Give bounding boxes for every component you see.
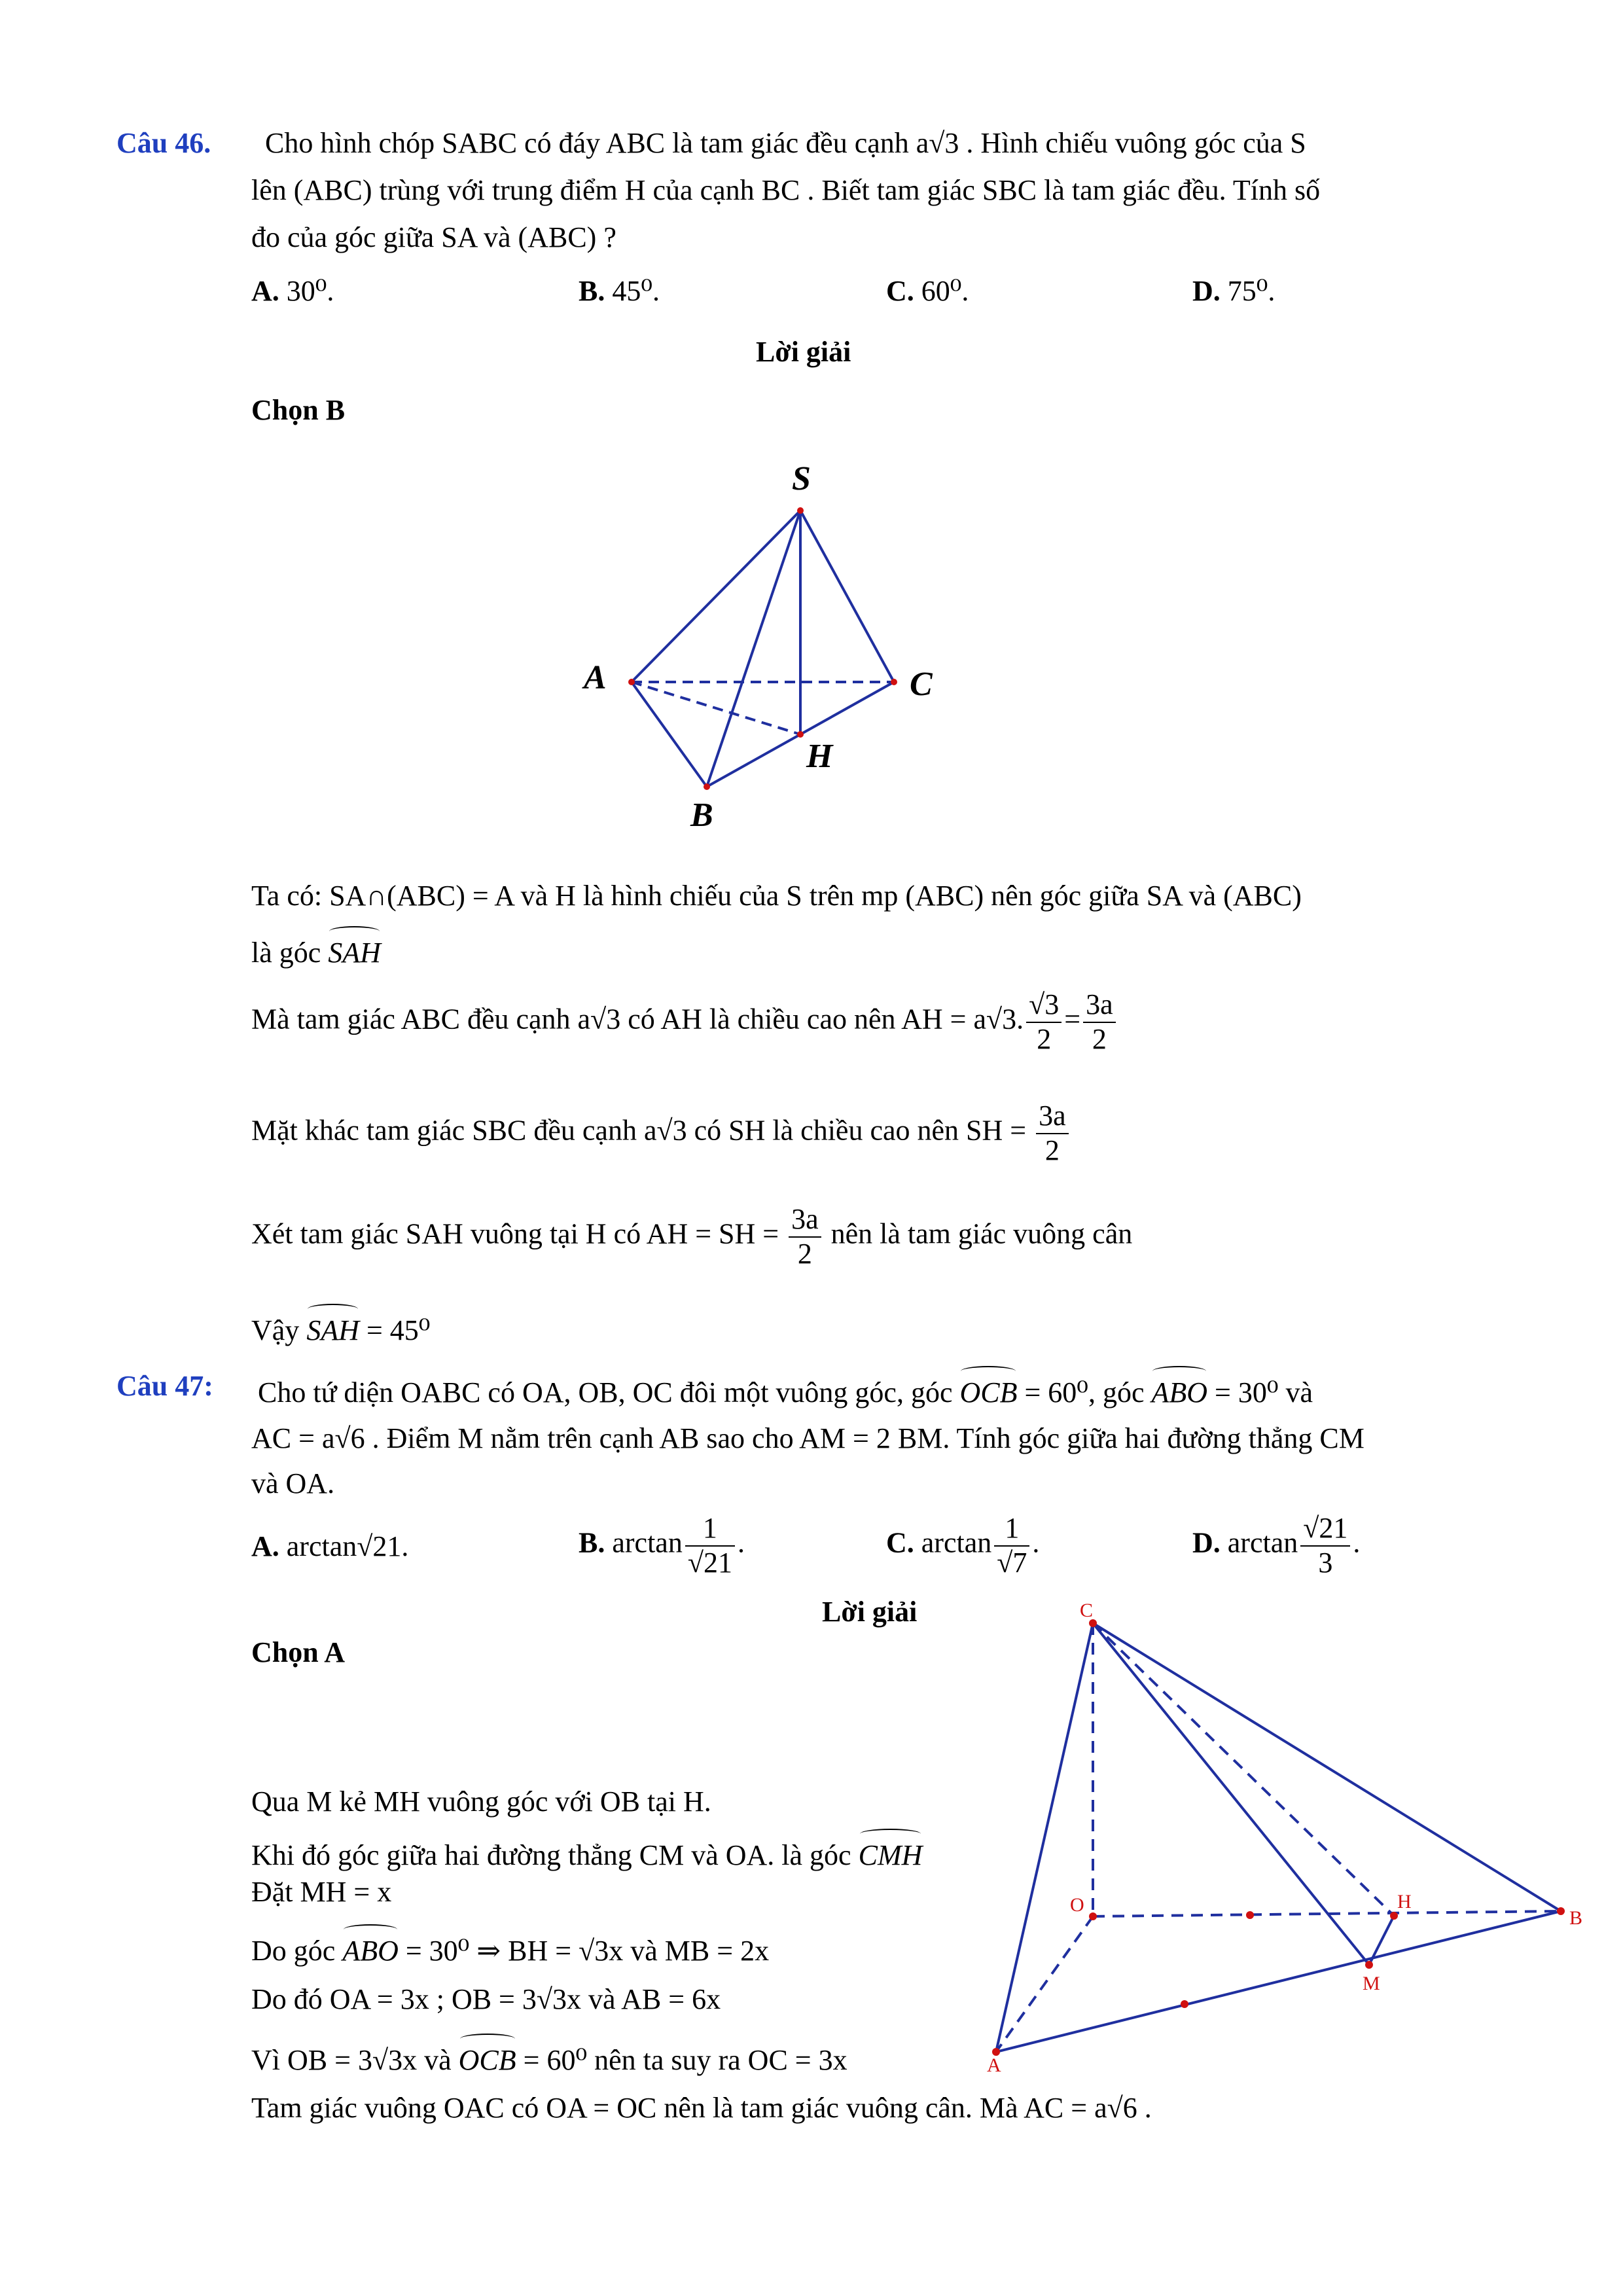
point-h [1390, 1912, 1398, 1920]
q47-solution-line-7: Tam giác vuông OAC có OA = OC nên là tam giác vuông cân. Mà AC = a√6 . [251, 2092, 1152, 2124]
point-b [1557, 1907, 1565, 1915]
edge-ab [632, 682, 707, 787]
text: là góc [251, 937, 321, 969]
option-value: arctan√21. [286, 1530, 409, 1562]
option-value: arctan [1227, 1526, 1298, 1559]
q46-solution-line-1: Ta có: SA∩(ABC) = A và H là hình chiếu của S trên mp (ABC) nên góc giữa SA và (ABC) [251, 880, 1302, 912]
q46-option-d [1192, 270, 1275, 313]
q46-solution-title: Lời giải [756, 336, 851, 368]
period: . [737, 1526, 745, 1559]
q46-solution-line-2 [251, 925, 381, 975]
text: = 45⁰ [366, 1314, 431, 1346]
label-b: B [690, 797, 713, 834]
point-s [797, 507, 804, 514]
label-h: H [1397, 1891, 1412, 1912]
question-46-line-1: Cho hình chóp SABC có đáy ABC là tam giác đều cạnh a√3 . Hình chiếu vuông góc của S [265, 127, 1306, 159]
point-b [704, 783, 710, 790]
question-46-line-3: đo của góc giữa SA và (ABC) ? [251, 221, 616, 253]
q46-solution-line-3 [251, 988, 1118, 1056]
fraction: $\frac{√21}{3}$ [1300, 1512, 1350, 1579]
edge-sa [632, 511, 800, 682]
segment-mh [1369, 1916, 1394, 1965]
label-o: O [1070, 1894, 1084, 1916]
label-m: M [1363, 1973, 1380, 1994]
text: Cho tứ diện OABC có OA, OB, OC đôi một vuông góc, góc [258, 1376, 953, 1408]
equals: = [1064, 1003, 1081, 1035]
label-a: A [987, 2054, 1001, 2076]
text: Xét tam giác SAH vuông tại H có AH = SH = [251, 1217, 779, 1250]
angle-sah: SAH [328, 925, 381, 975]
point-o [1089, 1912, 1097, 1920]
text: nên là tam giác vuông cân [830, 1217, 1133, 1250]
angle-cmh: CMH [859, 1827, 923, 1877]
angle-abo: ABO [342, 1923, 399, 1973]
edge-ah-hidden [632, 682, 800, 734]
q47-option-a [251, 1525, 408, 1568]
label-s: S [792, 460, 811, 497]
label-c: C [1080, 1600, 1094, 1621]
period: . [1032, 1526, 1040, 1559]
option-value: arctan [921, 1526, 992, 1559]
fraction: $\frac{3a}{2}$ [1036, 1100, 1069, 1167]
option-letter: B. [579, 275, 605, 307]
question-47-line-2: AC = a√6 . Điểm M nằm trên cạnh AB sao cho AM = 2 BM. Tính góc giữa hai đường thẳng CM [251, 1422, 1364, 1454]
q47-choice: Chọn A [251, 1636, 346, 1668]
option-value: arctan [612, 1526, 683, 1559]
q46-choice: Chọn B [251, 394, 346, 426]
text: Mà tam giác ABC đều cạnh a√3 có AH là chiều cao nên AH = a√3. [251, 1003, 1024, 1035]
q47-solution-line-1: Qua M kẻ MH vuông góc với OB tại H. [251, 1785, 711, 1818]
q47-solution-line-3: Đặt MH = x [251, 1876, 392, 1908]
text: = 30⁰ ⇒ BH = √3x và MB = 2x [405, 1935, 770, 1967]
point-m [1365, 1961, 1373, 1969]
text: Khi đó góc giữa hai đường thẳng CM và OA. là góc [251, 1839, 851, 1871]
question-47-line-1 [258, 1365, 1313, 1414]
point-ob-midpoint [1246, 1911, 1254, 1919]
option-value: 75⁰. [1227, 275, 1275, 307]
tetrahedron-figure [975, 1597, 1597, 2094]
text: Mặt khác tam giác SBC đều cạnh a√3 có SH là chiều cao nên SH = [251, 1114, 1027, 1147]
text: Vậy [251, 1314, 300, 1346]
edge-sc [800, 511, 894, 682]
q47-solution-line-6 [251, 2032, 847, 2082]
option-letter: D. [1192, 1526, 1221, 1559]
point-am-midpoint [1181, 2000, 1188, 2008]
option-letter: C. [886, 275, 914, 307]
pyramid-figure [576, 452, 955, 844]
period: . [1353, 1526, 1361, 1559]
q46-option-c [886, 270, 969, 313]
angle-ocb: OCB [459, 2032, 516, 2082]
question-46-label: Câu 46. [116, 127, 211, 159]
q46-option-b [579, 270, 660, 313]
angle-abo: ABO [1151, 1365, 1207, 1414]
q46-solution-line-6 [251, 1302, 430, 1352]
q47-option-c [886, 1512, 1039, 1579]
option-value: 30⁰. [286, 275, 334, 307]
q47-option-d [1192, 1512, 1360, 1579]
text: = 60⁰, góc [1024, 1376, 1145, 1408]
q46-solution-line-5 [251, 1203, 1132, 1270]
point-a [628, 679, 635, 685]
text: = 30⁰ và [1215, 1376, 1313, 1408]
text: Vì OB = 3√3x và [251, 2044, 452, 2076]
edge-ch-hidden [1093, 1623, 1394, 1916]
edge-ca [996, 1623, 1093, 2052]
q47-solution-line-5: Do đó OA = 3x ; OB = 3√3x và AB = 6x [251, 1983, 721, 2015]
q47-option-b [579, 1512, 745, 1579]
option-letter: A. [251, 275, 279, 307]
edge-cb [1093, 1623, 1561, 1911]
label-a: A [584, 659, 607, 696]
question-46-line-2: lên (ABC) trùng với trung điểm H của cạnh BC . Biết tam giác SBC là tam giác đều. Tính số [251, 174, 1321, 206]
question-47-label: Câu 47: [116, 1370, 213, 1402]
option-letter: C. [886, 1526, 914, 1559]
point-h [797, 731, 804, 738]
text: = 60⁰ nên ta suy ra OC = 3x [523, 2044, 847, 2076]
q47-solution-line-2 [251, 1827, 922, 1877]
question-47-line-3: và OA. [251, 1467, 335, 1499]
q47-solution-line-4 [251, 1923, 769, 1973]
option-letter: B. [579, 1526, 605, 1559]
angle-ocb: OCB [959, 1365, 1017, 1414]
label-c: C [910, 666, 933, 703]
fraction: $\frac{√3}{2}$ [1026, 988, 1061, 1056]
label-b: B [1569, 1907, 1583, 1929]
fraction: $\frac{1}{√21}$ [685, 1512, 735, 1579]
fraction: $\frac{3a}{2}$ [789, 1203, 821, 1270]
edge-sb [707, 511, 800, 787]
option-letter: A. [251, 1530, 279, 1562]
q47-solution-title: Lời giải [822, 1596, 918, 1628]
point-c [891, 679, 897, 685]
fraction: $\frac{3a}{2}$ [1083, 988, 1116, 1056]
angle-sah: SAH [306, 1302, 359, 1352]
q46-option-a [251, 270, 334, 313]
option-letter: D. [1192, 275, 1221, 307]
fraction: $\frac{1}{√7}$ [994, 1512, 1029, 1579]
option-value: 45⁰. [612, 275, 660, 307]
option-value: 60⁰. [921, 275, 969, 307]
text: Do góc [251, 1935, 336, 1967]
label-h: H [806, 738, 833, 775]
q46-solution-line-4 [251, 1100, 1071, 1167]
